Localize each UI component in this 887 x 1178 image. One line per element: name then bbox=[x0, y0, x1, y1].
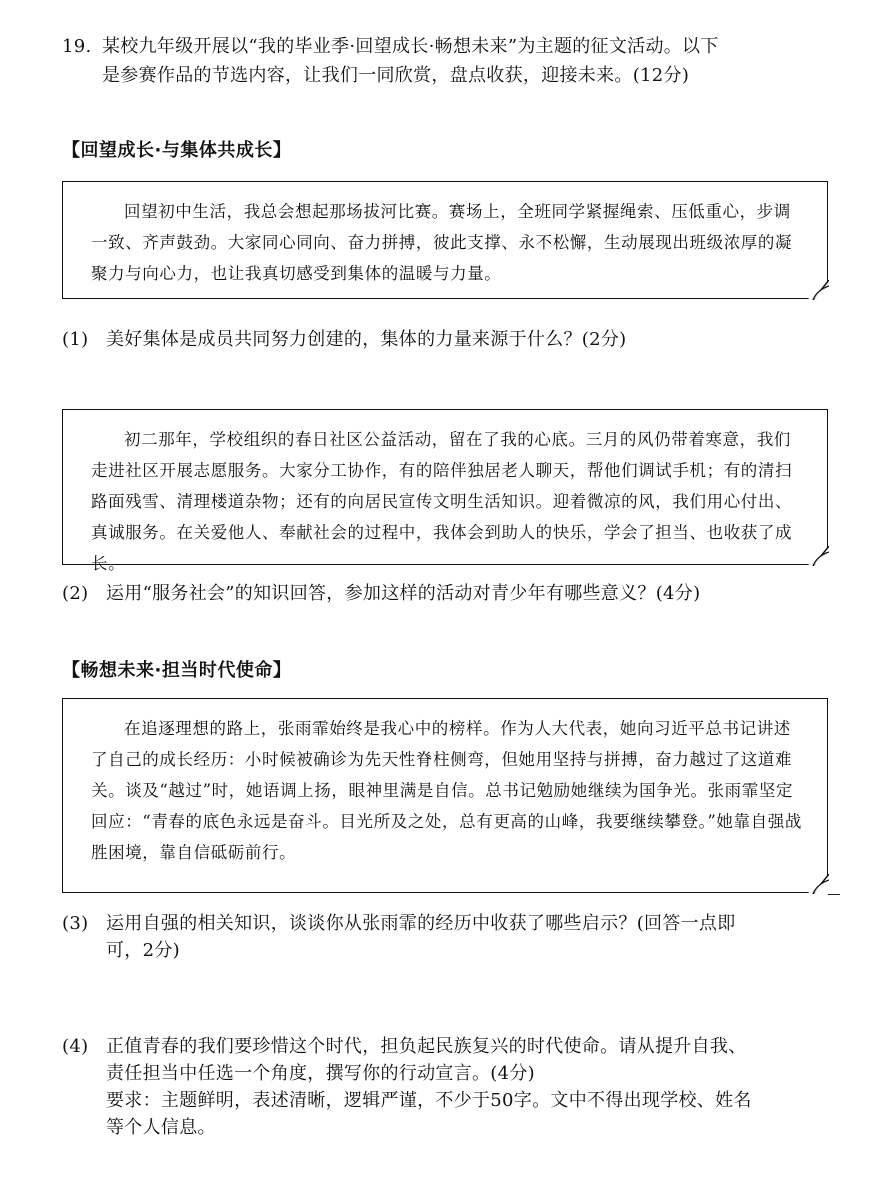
section-title-future: 【畅想未来·担当时代使命】 bbox=[62, 660, 292, 681]
section-title-growth: 【回望成长·与集体共成长】 bbox=[62, 140, 292, 161]
excerpt-text-3: 在追逐理想的路上，张雨霏始终是我心中的榜样。作为人大代表，她向习近平总书记讲述了自己的成长经历：小时候被确诊为先天性脊柱侧弯，但她用坚持与拼搏，奋力越过了这道难关。谈及“越过”时，她语调上扬，眼神里满是自信。总书记勉励她继续为国争光。张雨霏坚定回应：“青春的底色永远是奋斗。目光所及之处，总有更高的山峰，我要继续攀登。”她靠自强战胜困境，靠自信砥砺前行。 bbox=[91, 719, 802, 862]
sub-question-4-tag: (4) bbox=[62, 1036, 89, 1057]
excerpt-box-volunteer bbox=[62, 409, 828, 573]
sub-question-1-tag: (1) bbox=[62, 329, 89, 350]
intro-text-1: 某校九年级开展以“我的毕业季·回望成长·畅想未来”为主题的征文活动。以下 bbox=[102, 36, 719, 57]
excerpt-text-1: 回望初中生活，我总会想起那场拔河比赛。赛场上，全班同学紧握绳索、压低重心，步调一致、齐声鼓劲。大家同心同向、奋力拼搏，彼此支撑、永不松懈，生动展现出班级浓厚的凝聚力与向心力，也让我真切感受到集体的温暖与力量。 bbox=[91, 202, 793, 283]
sub-question-3-tag: (3) bbox=[62, 913, 89, 934]
question-number: 19. bbox=[62, 36, 92, 57]
margin-dash bbox=[828, 894, 840, 895]
sub-question-2-text: 运用“服务社会”的知识回答，参加这样的活动对青少年有哪些意义？(4分) bbox=[106, 583, 701, 604]
sub-question-4-requirement-2: 等个人信息。 bbox=[106, 1117, 216, 1138]
question-intro bbox=[62, 32, 852, 90]
sub-question-4 bbox=[62, 1033, 852, 1141]
intro-line-1 bbox=[62, 32, 852, 61]
sub-question-2-tag: (2) bbox=[62, 583, 89, 604]
page-curl-icon bbox=[807, 546, 829, 566]
sub-question-3-text-1: 运用自强的相关知识，谈谈你从张雨霏的经历中收获了哪些启示？(回答一点即 bbox=[106, 913, 736, 934]
sub-question-1-text: 美好集体是成员共同努力创建的，集体的力量来源于什么？(2分) bbox=[106, 329, 627, 350]
excerpt-text-2: 初二那年，学校组织的春日社区公益活动，留在了我的心底。三月的风仍带着寒意，我们走进社区开展志愿服务。大家分工协作，有的陪伴独居老人聊天，帮他们调试手机；有的清扫路面残雪、清理楼道杂物；还有的向居民宣传文明生活知识。迎着微凉的风，我们用心付出、真诚服务。在关爱他人、奉献社会的过程中，我体会到助人的快乐，学会了担当、也收获了成长。 bbox=[91, 430, 793, 573]
page-curl-icon bbox=[807, 874, 829, 894]
sub-question-4-text-1: 正值青春的我们要珍惜这个时代，担负起民族复兴的时代使命。请从提升自我、 bbox=[106, 1036, 747, 1057]
page-curl-icon bbox=[807, 280, 829, 300]
intro-line-2: 是参赛作品的节选内容，让我们一同欣赏，盘点收获，迎接未来。(12分) bbox=[102, 65, 690, 86]
sub-question-3-line-2: 可，2分) bbox=[106, 940, 180, 961]
sub-question-3 bbox=[62, 910, 852, 964]
sub-question-4-requirement-1: 要求：主题鲜明，表述清晰，逻辑严谨，不少于50字。文中不得出现学校、姓名 bbox=[106, 1090, 752, 1111]
sub-question-3-line-1 bbox=[62, 910, 852, 937]
excerpt-box-tug-of-war bbox=[62, 181, 828, 299]
sub-question-2 bbox=[62, 580, 852, 607]
sub-question-4-line-1 bbox=[62, 1033, 852, 1060]
sub-question-1 bbox=[62, 326, 852, 353]
sub-question-4-line-2: 责任担当中任选一个角度，撰写你的行动宣言。(4分) bbox=[106, 1063, 535, 1084]
excerpt-box-role-model bbox=[62, 698, 828, 893]
